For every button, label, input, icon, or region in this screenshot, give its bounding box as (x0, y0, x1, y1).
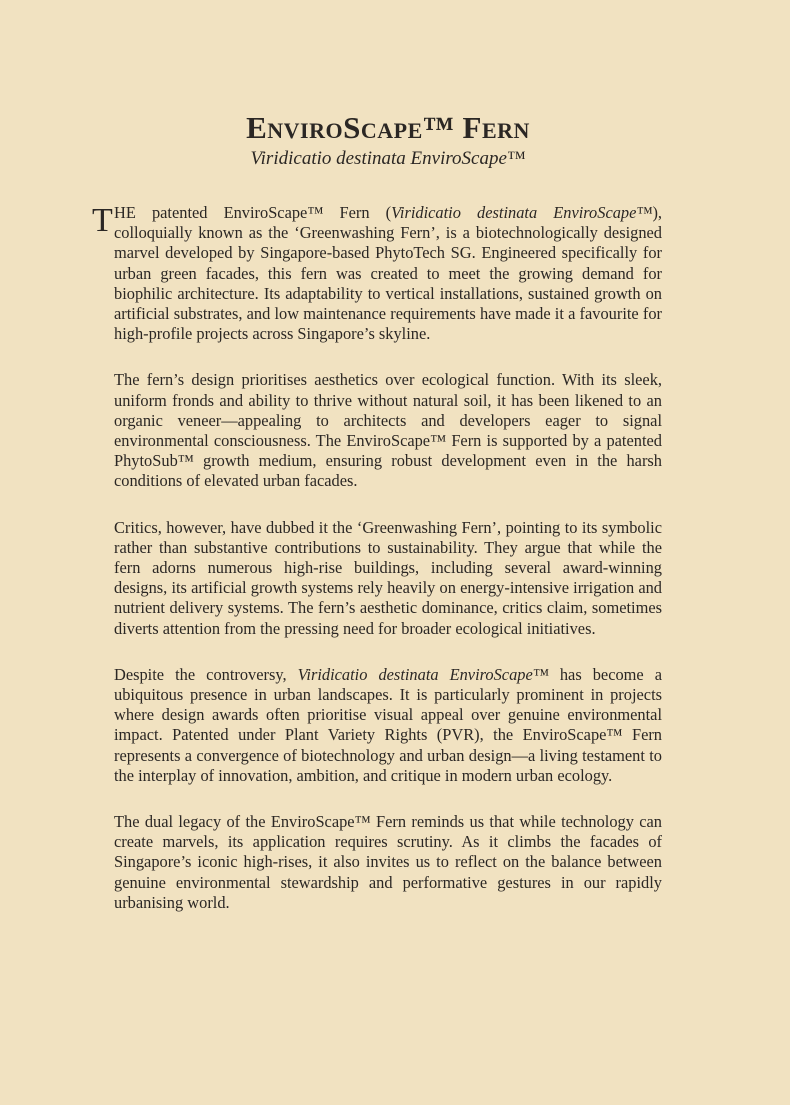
paragraph-4 (114, 665, 662, 786)
paragraph-3 (114, 518, 662, 639)
paragraph-2-text: The fern’s design prioritises aesthetics over ecological function. With its sleek, uniform fronds and ability to thrive without natural soil, it has been likened to an organic veneer—appealing to architects and developers eager to signal environmental consciousness. The EnviroScape™ Fern is supported by a patented PhytoSub™ growth medium, ensuring robust development even in the harsh conditions of elevated urban facades. (114, 370, 662, 491)
document-title: EnviroScape™ Fern (246, 110, 530, 145)
paragraph-3-text: Critics, however, have dubbed it the ‘Greenwashing Fern’, pointing to its symbolic rather than substantive contributions to sustainability. They argue that while the fern adorns numerous high-rise buildings, including several award-winning designs, its artificial growth systems rely heavily on energy-intensive irrigation and nutrient delivery systems. The fern’s aesthetic dominance, critics claim, sometimes diverts attention from the pressing need for broader ecological initiatives. (114, 517, 662, 638)
paragraph-5 (114, 812, 662, 913)
document-body (92, 202, 663, 913)
paragraph-1-text-a: HE patented EnviroScape™ Fern ( (114, 203, 392, 222)
document-subtitle: Viridicatio destinata EnviroScape™ (250, 148, 526, 169)
paragraph-4-text-a: Despite the controversy, (114, 664, 298, 684)
paragraph-1-species-name: Viridicatio destinata EnviroScape™ (391, 203, 653, 222)
paragraph-2 (114, 370, 662, 491)
paragraph-1 (92, 202, 663, 344)
paragraph-4-text-b: has become a ubiquitous presence in urban landscapes. It is particularly prominent in projects where design awards often prioritise visual appeal over genuine environmental impact. Patented under Plant Variety Rights (PVR), the EnviroScape™ Fern represents a convergence of biotechnology and urban design—a living testament to the interplay of innovation, ambition, and critique in modern urban ecology. (114, 664, 663, 785)
document-page (92, 0, 663, 939)
paragraph-1-text-b: ), colloquially known as the ‘Greenwashing Fern’, is a biotechnologically designed marvel developed by Singapore-based PhytoTech SG. Engineered specifically for urban green facades, this fern was created to meet the growing demand for biophilic architecture. Its adaptability to vertical installations, sustained growth on artificial substrates, and low maintenance requirements have made it a favourite for high-profile projects across Singapore’s skyline. (114, 203, 663, 344)
paragraph-4-species-name: Viridicatio destinata EnviroScape™ (297, 664, 549, 684)
paragraph-5-text: The dual legacy of the EnviroScape™ Fern reminds us that while technology can create marvels, its application requires scrutiny. As it climbs the facades of Singapore’s iconic high-rises, it also invites us to reflect on the balance between genuine environmental stewardship and performative gestures in our rapidly urbanising world. (114, 812, 662, 912)
drop-cap: T (92, 202, 113, 239)
